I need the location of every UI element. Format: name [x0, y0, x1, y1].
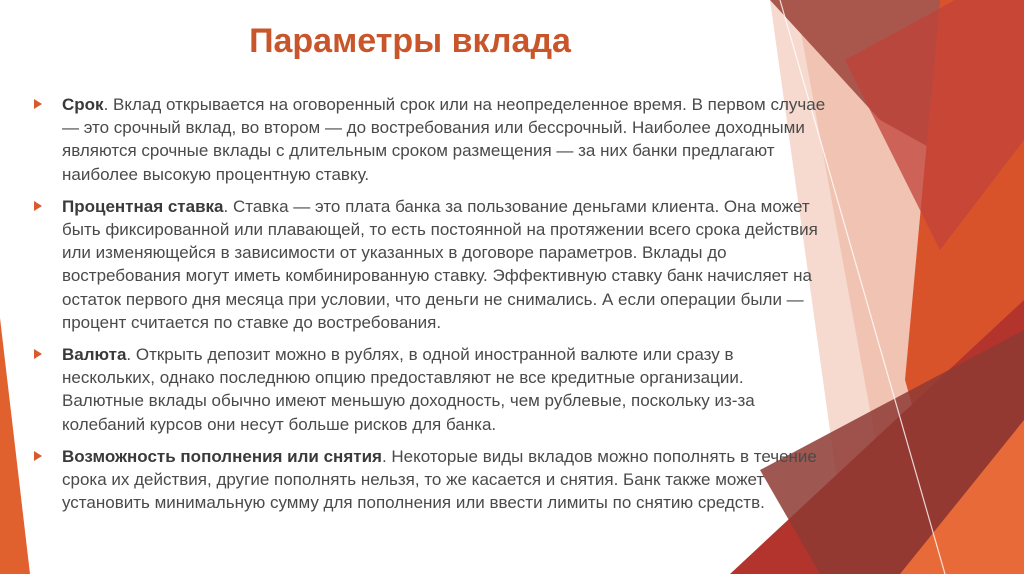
bullet-interest-rate — [34, 195, 829, 334]
bullet-term: Процентная ставка — [62, 196, 224, 216]
bullet-text: . Вклад открывается на оговоренный срок или на неопределенное время. В первом случае — это срочный вклад, во втором — до востребования или бессрочный. Наиболее доходными являются срочные вклады с длительным сроком размещения — за них банки предлагают наиболее высокую процентную ставку. — [62, 95, 826, 184]
triangle-arrow-icon — [34, 349, 42, 359]
triangle-arrow-icon — [34, 99, 42, 109]
bullet-text: . Ставка — это плата банка за пользование деньгами клиента. Она может быть фиксированной или плавающей, то есть постоянной на протяжении всего срока действия или изменяющейся в зависимости от указанных в договоре параметров. Вклады до востребования могут иметь комбинированную ставку. Эффективную ставку банк начисляет на остаток первого дня месяца при условии, что деньги не снимались. А если операции были — процент считается по ставке до востребования. — [62, 196, 818, 332]
bullet-term: Возможность пополнения или снятия — [62, 446, 382, 466]
slide-title: Параметры вклада — [249, 22, 571, 60]
bullet-term: Валюта — [62, 345, 127, 365]
left-shard — [0, 318, 30, 574]
bullet-list — [34, 93, 829, 523]
bullet-replenish-withdraw — [34, 445, 829, 515]
bullet-currency — [34, 343, 829, 436]
bullet-term-deposit — [34, 93, 829, 186]
bullet-text: . Некоторые виды вкладов можно пополнять в течение срока их действия, другие пополнять нельзя, то же касается и снятия. Банк также может установить минимальную сумму для пополнения или ввести лимиты по снятию средств. — [62, 446, 817, 513]
triangle-arrow-icon — [34, 201, 42, 211]
bullet-term: Срок — [62, 95, 104, 114]
triangle-arrow-icon — [34, 451, 42, 461]
bullet-text: . Открыть депозит можно в рублях, в одной иностранной валюте или сразу в нескольких, однако последнюю опцию предоставляют не все кредитные организации. Валютные вклады обычно имеют меньшую доходность, чем рублевые, поскольку из-за колебаний курсов они несут больше рисков для банка. — [62, 345, 755, 434]
